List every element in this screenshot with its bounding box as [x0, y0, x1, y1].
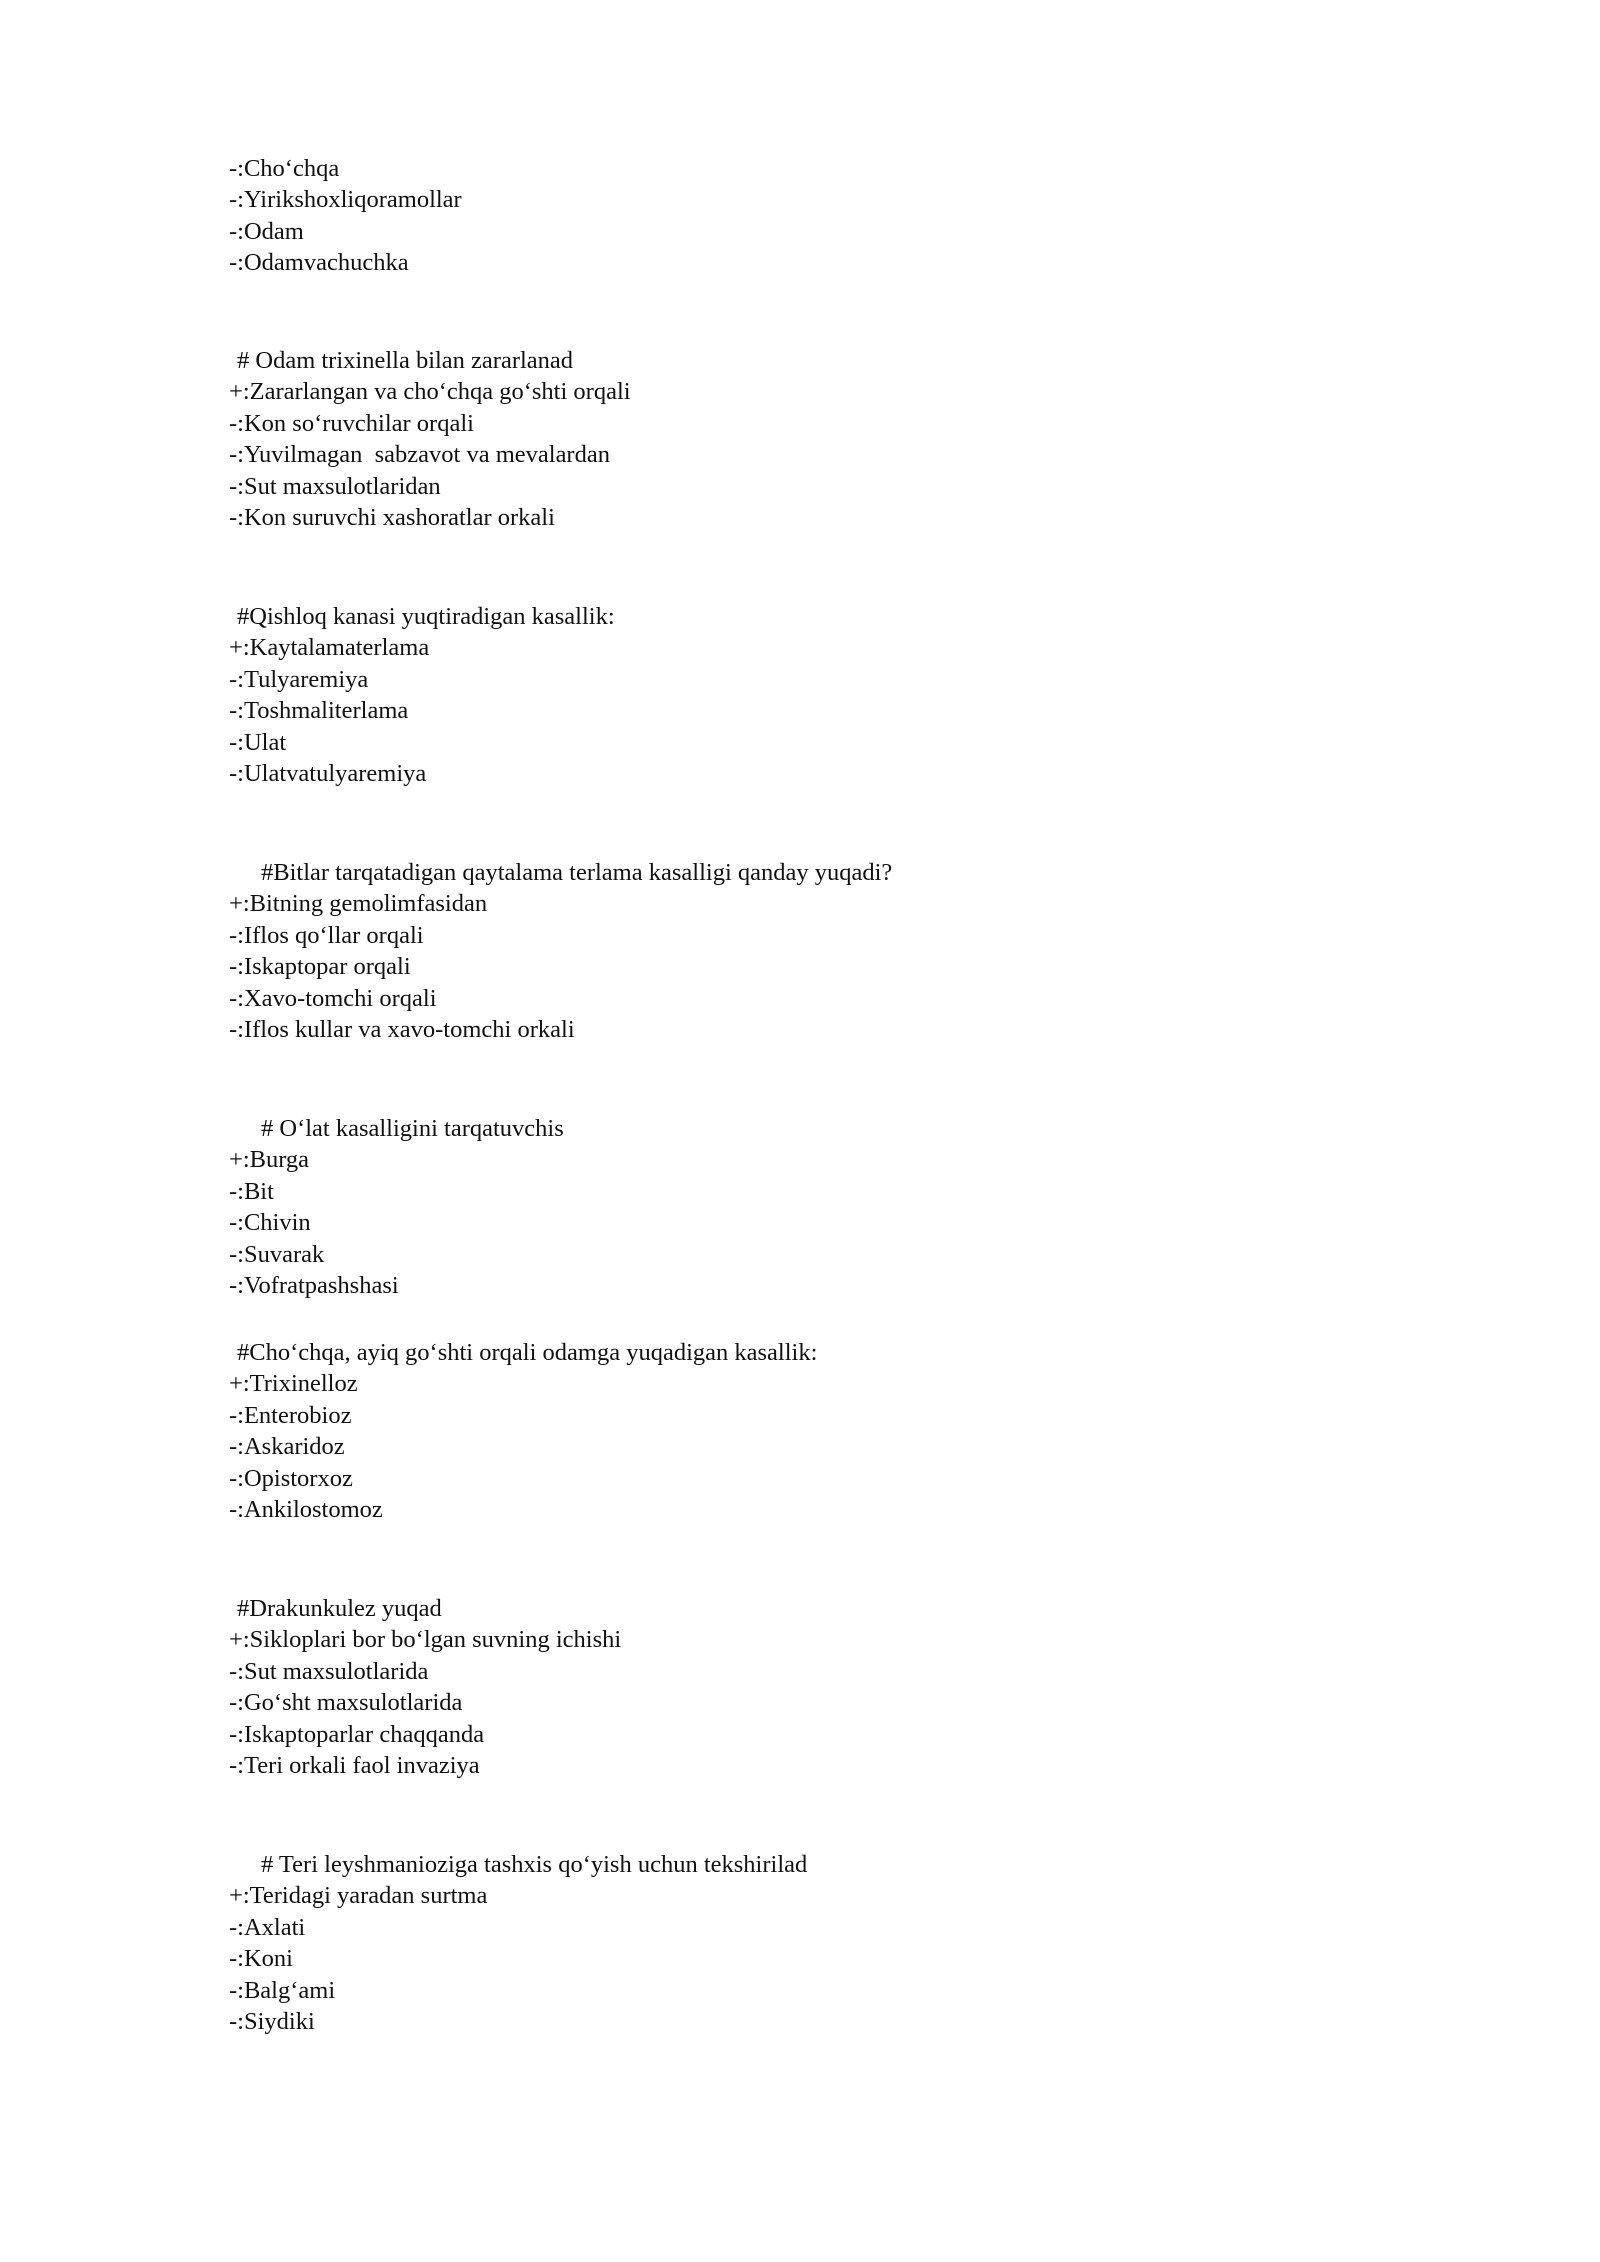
question-block	[229, 1593, 1429, 1781]
question-block	[229, 601, 1429, 789]
answer-option: -:Vofratpashshasi	[229, 1272, 399, 1300]
answer-option: -:Chivin	[229, 1209, 311, 1237]
answer-option: -:Go‘sht maxsulotlarida	[229, 1689, 463, 1717]
answer-option: +:Sikloplari bor bo‘lgan suvning ichishi	[229, 1626, 622, 1654]
question-block	[229, 1113, 1429, 1301]
question-text: #Drakunkulez yuqad	[237, 1595, 442, 1622]
answer-option: -:Iskaptopar orqali	[229, 953, 411, 981]
answer-option: -:Iflos qo‘llar orqali	[229, 921, 424, 949]
answer-option: -:Balg‘ami	[229, 1976, 336, 2004]
question-text: #Bitlar tarqatadigan qaytalama terlama kasalligi qanday yuqadi?	[261, 859, 893, 886]
answer-option: -:Sut maxsulotlaridan	[229, 472, 441, 500]
question-text: #Cho‘chqa, ayiq go‘shti orqali odamga yuqadigan kasallik:	[237, 1339, 818, 1366]
answer-option: -:Askaridoz	[229, 1433, 345, 1461]
answer-option: -:Iflos kullar va xavo-tomchi orkali	[229, 1016, 575, 1044]
answer-option: -:Odam	[229, 217, 304, 245]
answer-option: +:Zararlangan va cho‘chqa go‘shti orqali	[229, 378, 631, 406]
question-block	[229, 857, 1429, 1045]
answer-option: -:Ulat	[229, 728, 287, 756]
question-block	[229, 1337, 1429, 1525]
answer-option: -:Bit	[229, 1177, 274, 1205]
answer-option: +:Bitning gemolimfasidan	[229, 890, 488, 918]
answer-option: -:Xavo-tomchi orqali	[229, 984, 437, 1012]
question-text: #Qishloq kanasi yuqtiradigan kasallik:	[237, 603, 615, 630]
answer-option: +:Trixinelloz	[229, 1370, 358, 1398]
answer-option: -:Teri orkali faol invaziya	[229, 1752, 480, 1780]
answer-option: -:Enterobioz	[229, 1401, 352, 1429]
question-text: # Teri leyshmanioziga tashxis qo‘yish uchun tekshirilad	[261, 1851, 808, 1878]
answer-option: -:Suvarak	[229, 1240, 325, 1268]
question-text: # O‘lat kasalligini tarqatuvchis	[261, 1115, 564, 1142]
answer-option: -:Ulatvatulyaremiya	[229, 760, 427, 788]
answer-option: +:Teridagi yaradan surtma	[229, 1882, 488, 1910]
intro-answers	[229, 153, 1429, 279]
question-text: # Odam trixinella bilan zararlanad	[237, 347, 574, 374]
answer-option: -:Sut maxsulotlarida	[229, 1657, 429, 1685]
answer-option: -:Yuvilmagan sabzavot va mevalardan	[229, 441, 610, 469]
answer-option: -:Siydiki	[229, 2008, 315, 2036]
answer-option: -:Cho‘chqa	[229, 155, 340, 182]
answer-option: +:Kaytalamaterlama	[229, 634, 430, 662]
answer-option: -:Axlati	[229, 1913, 306, 1941]
answer-option: -:Tulyaremiya	[229, 665, 369, 693]
answer-option: +:Burga	[229, 1146, 310, 1174]
answer-option: -:Koni	[229, 1945, 293, 1973]
answer-option: -:Iskaptoparlar chaqqanda	[229, 1720, 485, 1748]
answer-option: -:Kon suruvchi xashoratlar orkali	[229, 504, 555, 532]
answer-option: -:Toshmaliterlama	[229, 697, 409, 725]
answer-option: -:Kon so‘ruvchilar orqali	[229, 409, 474, 437]
question-block	[229, 345, 1429, 533]
question-block	[229, 1849, 1429, 2037]
answer-option: -:Yirikshoxliqoramollar	[229, 186, 462, 214]
answer-option: -:Odamvachuchka	[229, 249, 409, 277]
answer-option: -:Ankilostomoz	[229, 1496, 383, 1524]
answer-option: -:Opistorxoz	[229, 1464, 353, 1492]
